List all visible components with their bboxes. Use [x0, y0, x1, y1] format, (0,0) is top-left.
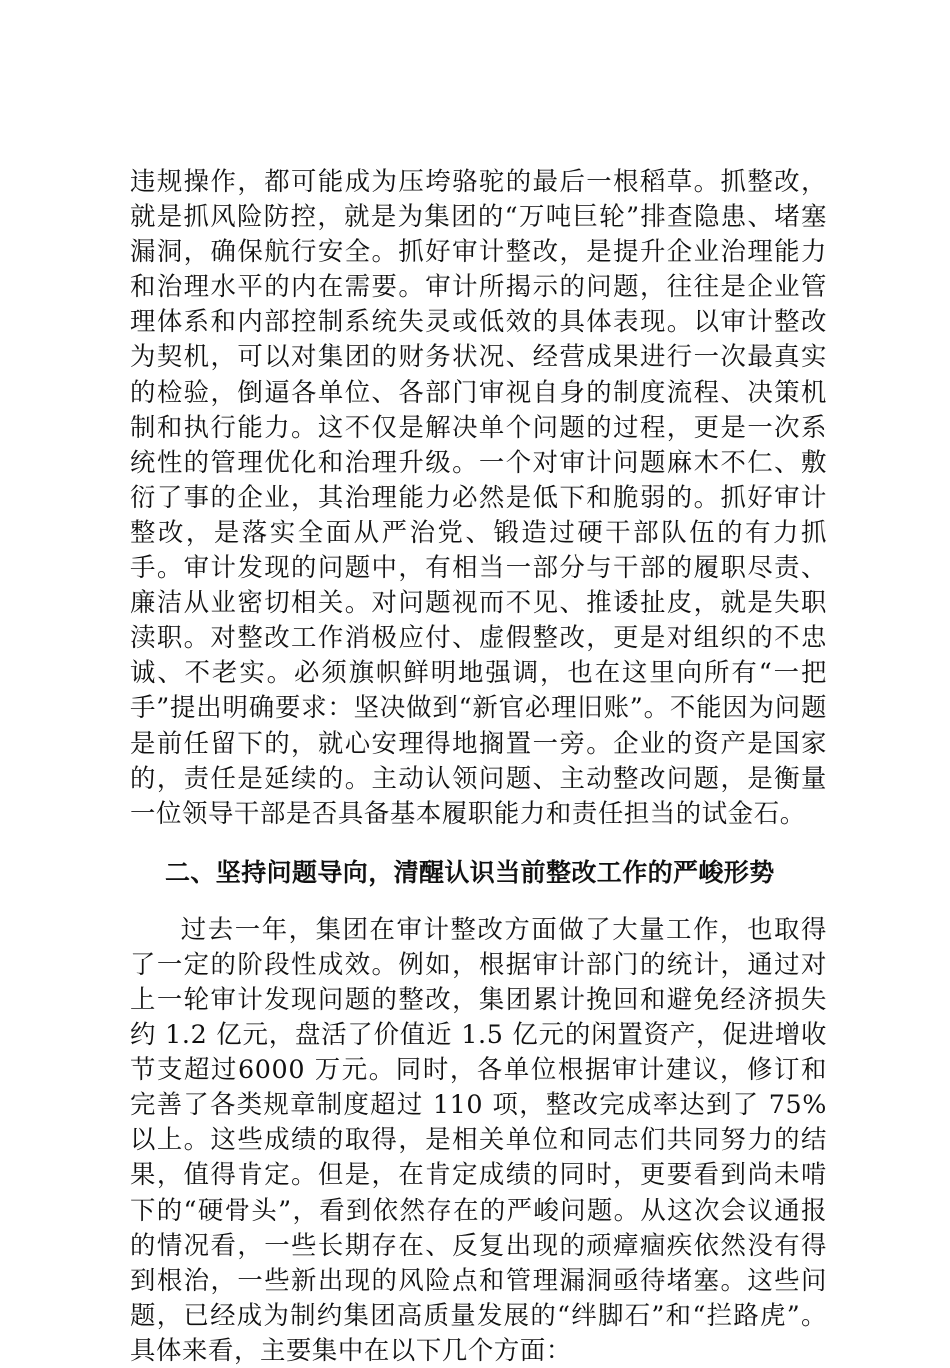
document-body: [130, 164, 827, 1368]
body-paragraph: 过去一年，集团在审计整改方面做了大量工作，也取得了一定的阶段性成效。例如，根据审计部门的统计，通过对上一轮审计发现问题的整改，集团累计挽回和避免经济损失约 1.2 亿元，盘活了价值近 1.5 亿元的闲置资产，促进增收节支超过6000 万元。同时，各单位根据审计建议，修订和完善了各类规章制度超过 110 项，整改完成率达到了 75%以上。这些成绩的取得，是相关单位和同志们共同努力的结果，值得肯定。但是，在肯定成绩的同时，更要看到尚未啃下的“硬骨头”，看到依然存在的严峻问题。从这次会议通报的情况看，一些长期存在、反复出现的顽瘴痼疾依然没有得到根治，一些新出现的风险点和管理漏洞亟待堵塞。这些问题，已经成为制约集团高质量发展的“绊脚石”和“拦路虎”。具体来看，主要集中在以下几个方面：: [130, 913, 827, 1365]
body-paragraph: 违规操作，都可能成为压垮骆驼的最后一根稻草。抓整改，就是抓风险防控，就是为集团的“万吨巨轮”排查隐患、堵塞漏洞，确保航行安全。抓好审计整改，是提升企业治理能力和治理水平的内在需要。审计所揭示的问题，往往是企业管理体系和内部控制系统失灵或低效的具体表现。以审计整改为契机，可以对集团的财务状况、经营成果进行一次最真实的检验，倒逼各单位、各部门审视自身的制度流程、决策机制和执行能力。这不仅是解决单个问题的过程，更是一次系统性的管理优化和治理升级。一个对审计问题麻木不仁、敷衍了事的企业，其治理能力必然是低下和脆弱的。抓好审计整改，是落实全面从严治党、锻造过硬干部队伍的有力抓手。审计发现的问题中，有相当一部分与干部的履职尽责、廉洁从业密切相关。对问题视而不见、推诿扯皮，就是失职渎职。对整改工作消极应付、虚假整改，更是对组织的不忠诚、不老实。必须旗帜鲜明地强调，也在这里向所有“一把手”提出明确要求：坚决做到“新官必理旧账”。不能因为问题是前任留下的，就心安理得地搁置一旁。企业的资产是国家的，责任是延续的。主动认领问题、主动整改问题，是衡量一位领导干部是否具备基本履职能力和责任担当的试金石。: [130, 166, 827, 828]
section-heading: 二、坚持问题导向，清醒认识当前整改工作的严峻形势: [165, 857, 775, 887]
